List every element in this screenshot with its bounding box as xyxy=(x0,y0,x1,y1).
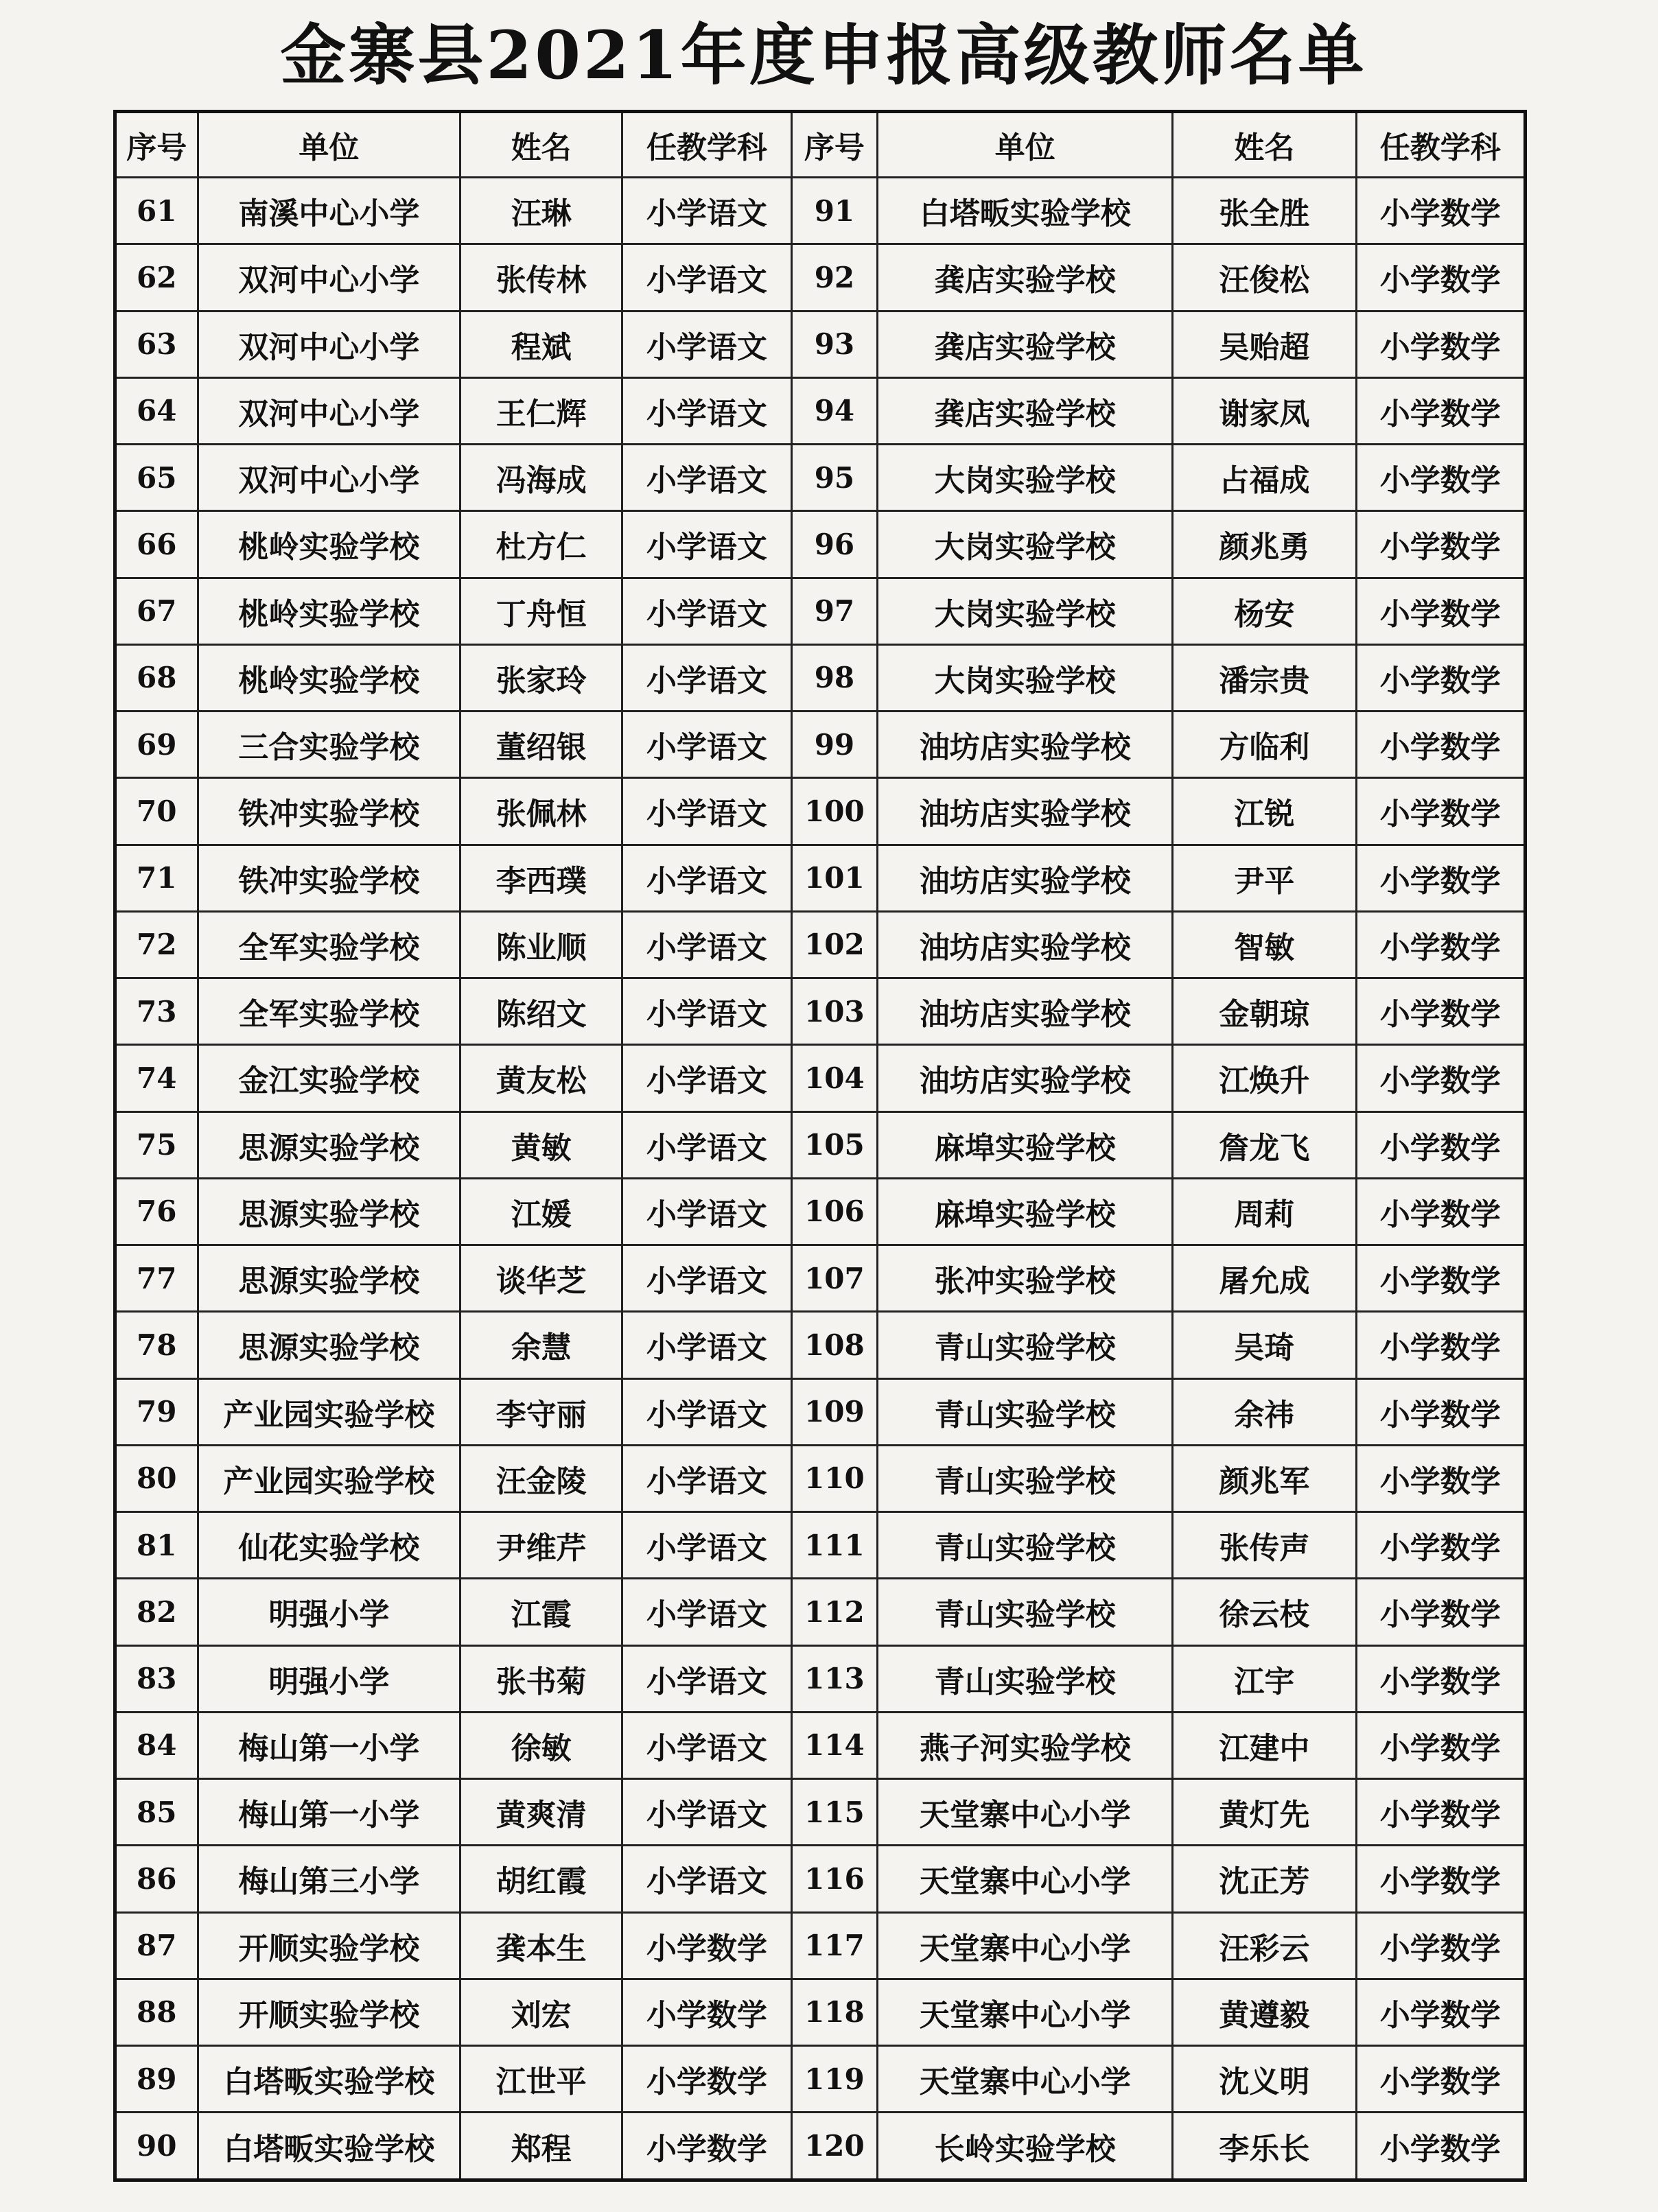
name-cell: 董绍银 xyxy=(460,711,622,778)
name-cell: 江建中 xyxy=(1173,1712,1356,1778)
name-cell: 杜方仁 xyxy=(460,511,622,578)
index-cell: 66 xyxy=(115,511,198,578)
subject-cell: 小学数学 xyxy=(1356,1045,1525,1111)
index-cell: 102 xyxy=(791,911,878,978)
subject-cell: 小学语文 xyxy=(622,1312,791,1378)
subject-cell: 小学语文 xyxy=(622,1445,791,1511)
index-cell: 82 xyxy=(115,1579,198,1645)
name-cell: 颜兆勇 xyxy=(1173,511,1356,578)
index-cell: 100 xyxy=(791,778,878,845)
name-cell: 陈业顺 xyxy=(460,911,622,978)
subject-cell: 小学语文 xyxy=(622,778,791,845)
school-cell: 双河中心小学 xyxy=(198,244,460,311)
subject-cell: 小学数学 xyxy=(1356,644,1525,711)
index-cell: 76 xyxy=(115,1178,198,1245)
name-cell: 颜兆军 xyxy=(1173,1445,1356,1511)
name-cell: 黄敏 xyxy=(460,1111,622,1178)
school-cell: 长岭实验学校 xyxy=(878,2113,1173,2180)
school-cell: 大岗实验学校 xyxy=(878,445,1173,511)
school-cell: 铁冲实验学校 xyxy=(198,845,460,911)
table-row xyxy=(115,845,1526,911)
name-cell: 黄友松 xyxy=(460,1045,622,1111)
header-cell: 单位 xyxy=(198,112,460,178)
school-cell: 仙花实验学校 xyxy=(198,1512,460,1579)
index-cell: 71 xyxy=(115,845,198,911)
school-cell: 开顺实验学校 xyxy=(198,1979,460,2045)
school-cell: 产业园实验学校 xyxy=(198,1378,460,1445)
school-cell: 桃岭实验学校 xyxy=(198,644,460,711)
name-cell: 詹龙飞 xyxy=(1173,1111,1356,1178)
header-cell: 单位 xyxy=(878,112,1173,178)
name-cell: 黄灯先 xyxy=(1173,1779,1356,1846)
index-cell: 107 xyxy=(791,1245,878,1312)
school-cell: 南溪中心小学 xyxy=(198,178,460,244)
table-row xyxy=(115,445,1526,511)
school-cell: 白塔畈实验学校 xyxy=(878,178,1173,244)
index-cell: 120 xyxy=(791,2113,878,2180)
subject-cell: 小学数学 xyxy=(1356,1312,1525,1378)
school-cell: 龚店实验学校 xyxy=(878,244,1173,311)
school-cell: 桃岭实验学校 xyxy=(198,578,460,644)
school-cell: 思源实验学校 xyxy=(198,1312,460,1378)
name-cell: 汪俊松 xyxy=(1173,244,1356,311)
index-cell: 77 xyxy=(115,1245,198,1312)
index-cell: 70 xyxy=(115,778,198,845)
name-cell: 沈义明 xyxy=(1173,2046,1356,2113)
header-cell: 序号 xyxy=(791,112,878,178)
subject-cell: 小学数学 xyxy=(1356,1378,1525,1445)
index-cell: 95 xyxy=(791,445,878,511)
school-cell: 油坊店实验学校 xyxy=(878,911,1173,978)
subject-cell: 小学数学 xyxy=(1356,778,1525,845)
name-cell: 王仁辉 xyxy=(460,377,622,444)
table-row xyxy=(115,644,1526,711)
index-cell: 62 xyxy=(115,244,198,311)
name-cell: 谢家凤 xyxy=(1173,377,1356,444)
name-cell: 张传林 xyxy=(460,244,622,311)
school-cell: 油坊店实验学校 xyxy=(878,711,1173,778)
index-cell: 103 xyxy=(791,978,878,1045)
name-cell: 黄遵毅 xyxy=(1173,1979,1356,2045)
header-cell: 任教学科 xyxy=(622,112,791,178)
table-row xyxy=(115,1779,1526,1846)
index-cell: 92 xyxy=(791,244,878,311)
subject-cell: 小学数学 xyxy=(622,1979,791,2045)
index-cell: 63 xyxy=(115,311,198,377)
index-cell: 78 xyxy=(115,1312,198,1378)
name-cell: 潘宗贵 xyxy=(1173,644,1356,711)
name-cell: 江焕升 xyxy=(1173,1045,1356,1111)
school-cell: 双河中心小学 xyxy=(198,377,460,444)
index-cell: 84 xyxy=(115,1712,198,1778)
index-cell: 91 xyxy=(791,178,878,244)
subject-cell: 小学语文 xyxy=(622,578,791,644)
name-cell: 汪彩云 xyxy=(1173,1912,1356,1979)
table-body xyxy=(115,178,1526,2180)
name-cell: 谈华芝 xyxy=(460,1245,622,1312)
subject-cell: 小学语文 xyxy=(622,1111,791,1178)
index-cell: 73 xyxy=(115,978,198,1045)
table-row xyxy=(115,377,1526,444)
name-cell: 江媛 xyxy=(460,1178,622,1245)
subject-cell: 小学数学 xyxy=(1356,445,1525,511)
index-cell: 88 xyxy=(115,1979,198,2045)
school-cell: 大岗实验学校 xyxy=(878,578,1173,644)
index-cell: 115 xyxy=(791,1779,878,1846)
name-cell: 汪琳 xyxy=(460,178,622,244)
name-cell: 徐敏 xyxy=(460,1712,622,1778)
table-row xyxy=(115,1979,1526,2045)
index-cell: 113 xyxy=(791,1645,878,1712)
subject-cell: 小学数学 xyxy=(622,1912,791,1979)
table-row xyxy=(115,578,1526,644)
subject-cell: 小学数学 xyxy=(1356,1912,1525,1979)
school-cell: 天堂寨中心小学 xyxy=(878,1912,1173,1979)
subject-cell: 小学语文 xyxy=(622,1645,791,1712)
table-row xyxy=(115,1445,1526,1511)
school-cell: 全军实验学校 xyxy=(198,911,460,978)
subject-cell: 小学数学 xyxy=(1356,1979,1525,2045)
table-row xyxy=(115,1912,1526,1979)
index-cell: 118 xyxy=(791,1979,878,2045)
index-cell: 75 xyxy=(115,1111,198,1178)
table-row xyxy=(115,1712,1526,1778)
name-cell: 尹维芹 xyxy=(460,1512,622,1579)
header-cell: 姓名 xyxy=(460,112,622,178)
name-cell: 黄爽清 xyxy=(460,1779,622,1846)
table-row xyxy=(115,1846,1526,1912)
subject-cell: 小学数学 xyxy=(1356,511,1525,578)
table-row xyxy=(115,1512,1526,1579)
index-cell: 96 xyxy=(791,511,878,578)
school-cell: 白塔畈实验学校 xyxy=(198,2046,460,2113)
table-row xyxy=(115,2113,1526,2180)
subject-cell: 小学数学 xyxy=(1356,1445,1525,1511)
name-cell: 屠允成 xyxy=(1173,1245,1356,1312)
school-cell: 天堂寨中心小学 xyxy=(878,1846,1173,1912)
name-cell: 徐云枝 xyxy=(1173,1579,1356,1645)
subject-cell: 小学语文 xyxy=(622,845,791,911)
school-cell: 青山实验学校 xyxy=(878,1645,1173,1712)
name-cell: 李西璞 xyxy=(460,845,622,911)
subject-cell: 小学语文 xyxy=(622,1378,791,1445)
name-cell: 李乐长 xyxy=(1173,2113,1356,2180)
index-cell: 79 xyxy=(115,1378,198,1445)
school-cell: 思源实验学校 xyxy=(198,1178,460,1245)
subject-cell: 小学语文 xyxy=(622,711,791,778)
index-cell: 74 xyxy=(115,1045,198,1111)
school-cell: 麻埠实验学校 xyxy=(878,1111,1173,1178)
subject-cell: 小学数学 xyxy=(1356,1779,1525,1846)
subject-cell: 小学语文 xyxy=(622,511,791,578)
header-cell: 任教学科 xyxy=(1356,112,1525,178)
index-cell: 109 xyxy=(791,1378,878,1445)
subject-cell: 小学语文 xyxy=(622,445,791,511)
school-cell: 白塔畈实验学校 xyxy=(198,2113,460,2180)
index-cell: 117 xyxy=(791,1912,878,1979)
school-cell: 天堂寨中心小学 xyxy=(878,2046,1173,2113)
name-cell: 方临利 xyxy=(1173,711,1356,778)
name-cell: 江霞 xyxy=(460,1579,622,1645)
school-cell: 产业园实验学校 xyxy=(198,1445,460,1511)
index-cell: 106 xyxy=(791,1178,878,1245)
school-cell: 桃岭实验学校 xyxy=(198,511,460,578)
index-cell: 108 xyxy=(791,1312,878,1378)
subject-cell: 小学数学 xyxy=(1356,578,1525,644)
index-cell: 83 xyxy=(115,1645,198,1712)
table-row xyxy=(115,911,1526,978)
index-cell: 87 xyxy=(115,1912,198,1979)
subject-cell: 小学语文 xyxy=(622,978,791,1045)
school-cell: 梅山第一小学 xyxy=(198,1779,460,1846)
school-cell: 铁冲实验学校 xyxy=(198,778,460,845)
table-row xyxy=(115,178,1526,244)
subject-cell: 小学语文 xyxy=(622,311,791,377)
school-cell: 思源实验学校 xyxy=(198,1245,460,1312)
name-cell: 吴琦 xyxy=(1173,1312,1356,1378)
school-cell: 梅山第三小学 xyxy=(198,1846,460,1912)
subject-cell: 小学语文 xyxy=(622,1512,791,1579)
index-cell: 110 xyxy=(791,1445,878,1511)
subject-cell: 小学数学 xyxy=(1356,244,1525,311)
subject-cell: 小学数学 xyxy=(622,2046,791,2113)
school-cell: 天堂寨中心小学 xyxy=(878,1979,1173,2045)
header-row xyxy=(115,112,1526,178)
table-row xyxy=(115,311,1526,377)
subject-cell: 小学数学 xyxy=(1356,845,1525,911)
name-cell: 尹平 xyxy=(1173,845,1356,911)
name-cell: 金朝琼 xyxy=(1173,978,1356,1045)
index-cell: 97 xyxy=(791,578,878,644)
subject-cell: 小学语文 xyxy=(622,1245,791,1312)
table-row xyxy=(115,1111,1526,1178)
subject-cell: 小学数学 xyxy=(1356,311,1525,377)
subject-cell: 小学数学 xyxy=(1356,911,1525,978)
index-cell: 101 xyxy=(791,845,878,911)
index-cell: 80 xyxy=(115,1445,198,1511)
table-row xyxy=(115,511,1526,578)
school-cell: 张冲实验学校 xyxy=(878,1245,1173,1312)
name-cell: 沈正芳 xyxy=(1173,1846,1356,1912)
subject-cell: 小学语文 xyxy=(622,1712,791,1778)
subject-cell: 小学数学 xyxy=(1356,1178,1525,1245)
subject-cell: 小学语文 xyxy=(622,1779,791,1846)
school-cell: 青山实验学校 xyxy=(878,1312,1173,1378)
name-cell: 江锐 xyxy=(1173,778,1356,845)
index-cell: 65 xyxy=(115,445,198,511)
index-cell: 81 xyxy=(115,1512,198,1579)
index-cell: 94 xyxy=(791,377,878,444)
table-row xyxy=(115,978,1526,1045)
school-cell: 开顺实验学校 xyxy=(198,1912,460,1979)
school-cell: 明强小学 xyxy=(198,1645,460,1712)
subject-cell: 小学数学 xyxy=(1356,1111,1525,1178)
name-cell: 冯海成 xyxy=(460,445,622,511)
index-cell: 112 xyxy=(791,1579,878,1645)
header-cell: 姓名 xyxy=(1173,112,1356,178)
header-cell: 序号 xyxy=(115,112,198,178)
subject-cell: 小学语文 xyxy=(622,377,791,444)
subject-cell: 小学语文 xyxy=(622,1045,791,1111)
name-cell: 余祎 xyxy=(1173,1378,1356,1445)
school-cell: 双河中心小学 xyxy=(198,445,460,511)
name-cell: 刘宏 xyxy=(460,1979,622,2045)
school-cell: 思源实验学校 xyxy=(198,1111,460,1178)
index-cell: 105 xyxy=(791,1111,878,1178)
school-cell: 青山实验学校 xyxy=(878,1378,1173,1445)
school-cell: 大岗实验学校 xyxy=(878,511,1173,578)
index-cell: 67 xyxy=(115,578,198,644)
table-row xyxy=(115,1579,1526,1645)
index-cell: 89 xyxy=(115,2046,198,2113)
index-cell: 99 xyxy=(791,711,878,778)
table-row xyxy=(115,1245,1526,1312)
table-row xyxy=(115,711,1526,778)
teacher-roster-table xyxy=(113,110,1527,2182)
index-cell: 116 xyxy=(791,1846,878,1912)
school-cell: 天堂寨中心小学 xyxy=(878,1779,1173,1846)
name-cell: 张佩林 xyxy=(460,778,622,845)
table-row xyxy=(115,1045,1526,1111)
subject-cell: 小学语文 xyxy=(622,244,791,311)
subject-cell: 小学数学 xyxy=(622,2113,791,2180)
index-cell: 72 xyxy=(115,911,198,978)
index-cell: 104 xyxy=(791,1045,878,1111)
subject-cell: 小学数学 xyxy=(1356,2046,1525,2113)
subject-cell: 小学语文 xyxy=(622,1178,791,1245)
school-cell: 明强小学 xyxy=(198,1579,460,1645)
index-cell: 64 xyxy=(115,377,198,444)
school-cell: 梅山第一小学 xyxy=(198,1712,460,1778)
index-cell: 85 xyxy=(115,1779,198,1846)
name-cell: 张书菊 xyxy=(460,1645,622,1712)
school-cell: 全军实验学校 xyxy=(198,978,460,1045)
name-cell: 丁舟恒 xyxy=(460,578,622,644)
subject-cell: 小学语文 xyxy=(622,911,791,978)
subject-cell: 小学数学 xyxy=(1356,377,1525,444)
name-cell: 智敏 xyxy=(1173,911,1356,978)
name-cell: 张家玲 xyxy=(460,644,622,711)
school-cell: 青山实验学校 xyxy=(878,1579,1173,1645)
name-cell: 周莉 xyxy=(1173,1178,1356,1245)
school-cell: 双河中心小学 xyxy=(198,311,460,377)
school-cell: 燕子河实验学校 xyxy=(878,1712,1173,1778)
subject-cell: 小学语文 xyxy=(622,1846,791,1912)
school-cell: 三合实验学校 xyxy=(198,711,460,778)
table-row xyxy=(115,2046,1526,2113)
index-cell: 93 xyxy=(791,311,878,377)
name-cell: 郑程 xyxy=(460,2113,622,2180)
subject-cell: 小学数学 xyxy=(1356,978,1525,1045)
school-cell: 油坊店实验学校 xyxy=(878,978,1173,1045)
name-cell: 龚本生 xyxy=(460,1912,622,1979)
name-cell: 胡红霞 xyxy=(460,1846,622,1912)
index-cell: 86 xyxy=(115,1846,198,1912)
school-cell: 青山实验学校 xyxy=(878,1445,1173,1511)
subject-cell: 小学数学 xyxy=(1356,1245,1525,1312)
name-cell: 李守丽 xyxy=(460,1378,622,1445)
name-cell: 江宇 xyxy=(1173,1645,1356,1712)
name-cell: 陈绍文 xyxy=(460,978,622,1045)
school-cell: 大岗实验学校 xyxy=(878,644,1173,711)
name-cell: 江世平 xyxy=(460,2046,622,2113)
name-cell: 汪金陵 xyxy=(460,1445,622,1511)
index-cell: 114 xyxy=(791,1712,878,1778)
school-cell: 龚店实验学校 xyxy=(878,311,1173,377)
subject-cell: 小学数学 xyxy=(1356,711,1525,778)
name-cell: 吴贻超 xyxy=(1173,311,1356,377)
subject-cell: 小学数学 xyxy=(1356,1512,1525,1579)
index-cell: 61 xyxy=(115,178,198,244)
page-title: 金寨县2021年度申报高级教师名单 xyxy=(280,16,1367,94)
subject-cell: 小学数学 xyxy=(1356,2113,1525,2180)
school-cell: 麻埠实验学校 xyxy=(878,1178,1173,1245)
name-cell: 张全胜 xyxy=(1173,178,1356,244)
table-row xyxy=(115,1312,1526,1378)
subject-cell: 小学数学 xyxy=(1356,1579,1525,1645)
subject-cell: 小学数学 xyxy=(1356,178,1525,244)
school-cell: 油坊店实验学校 xyxy=(878,778,1173,845)
index-cell: 119 xyxy=(791,2046,878,2113)
name-cell: 张传声 xyxy=(1173,1512,1356,1579)
index-cell: 69 xyxy=(115,711,198,778)
subject-cell: 小学数学 xyxy=(1356,1645,1525,1712)
index-cell: 90 xyxy=(115,2113,198,2180)
subject-cell: 小学语文 xyxy=(622,644,791,711)
index-cell: 98 xyxy=(791,644,878,711)
school-cell: 油坊店实验学校 xyxy=(878,845,1173,911)
table-row xyxy=(115,778,1526,845)
table-row xyxy=(115,244,1526,311)
school-cell: 油坊店实验学校 xyxy=(878,1045,1173,1111)
name-cell: 占福成 xyxy=(1173,445,1356,511)
subject-cell: 小学数学 xyxy=(1356,1712,1525,1778)
index-cell: 68 xyxy=(115,644,198,711)
name-cell: 余慧 xyxy=(460,1312,622,1378)
school-cell: 青山实验学校 xyxy=(878,1512,1173,1579)
subject-cell: 小学语文 xyxy=(622,1579,791,1645)
name-cell: 程斌 xyxy=(460,311,622,377)
table-row xyxy=(115,1178,1526,1245)
school-cell: 龚店实验学校 xyxy=(878,377,1173,444)
subject-cell: 小学数学 xyxy=(1356,1846,1525,1912)
table-row xyxy=(115,1645,1526,1712)
subject-cell: 小学语文 xyxy=(622,178,791,244)
index-cell: 111 xyxy=(791,1512,878,1579)
table-row xyxy=(115,1378,1526,1445)
school-cell: 金江实验学校 xyxy=(198,1045,460,1111)
name-cell: 杨安 xyxy=(1173,578,1356,644)
